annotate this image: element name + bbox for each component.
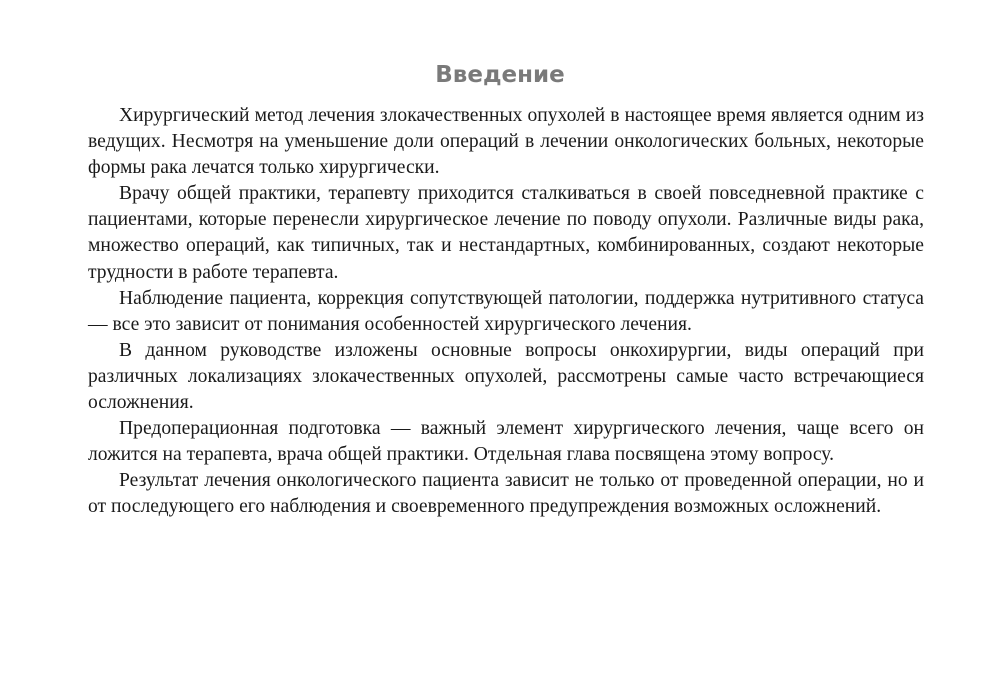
- paragraph: Предоперационная подготовка — важный элемент хирургического лечения, чаще всего он ложится на терапевта, врача общей практики. Отдельная глава посвящена этому вопросу.: [88, 418, 924, 466]
- page-title: Введение: [435, 62, 565, 88]
- paragraph: Результат лечения онкологического пациента зависит не только от проведенной операции, но и от последующего его наблюдения и своевременного предупреждения возможных осложнений.: [88, 470, 924, 518]
- paragraph: В данном руководстве изложены основные вопросы онкохирургии, виды операций при различных локализациях злокачественных опухолей, рассмотрены самые часто встречающиеся осложнения.: [88, 339, 924, 414]
- paragraph: Хирургический метод лечения злокачественных опухолей в настоящее время является одним из ведущих. Несмотря на уменьшение доли операций в лечении онкологических больных, некоторые формы рака лечатся только хирургически.: [88, 105, 924, 179]
- document-body: [88, 103, 924, 521]
- paragraph: Врачу общей практики, терапевту приходится сталкиваться в своей повседневной практике с пациентами, которые перенесли хирургическое лечение по поводу опухоли. Различные виды рака, множество операций, как типичных, так и нестандартных, комбинированных, создают некоторые трудности в работе терапевта.: [88, 183, 924, 283]
- paragraph: Наблюдение пациента, коррекция сопутствующей патологии, поддержка нутритивного статуса — все это зависит от понимания особенностей хирургического лечения.: [88, 287, 924, 335]
